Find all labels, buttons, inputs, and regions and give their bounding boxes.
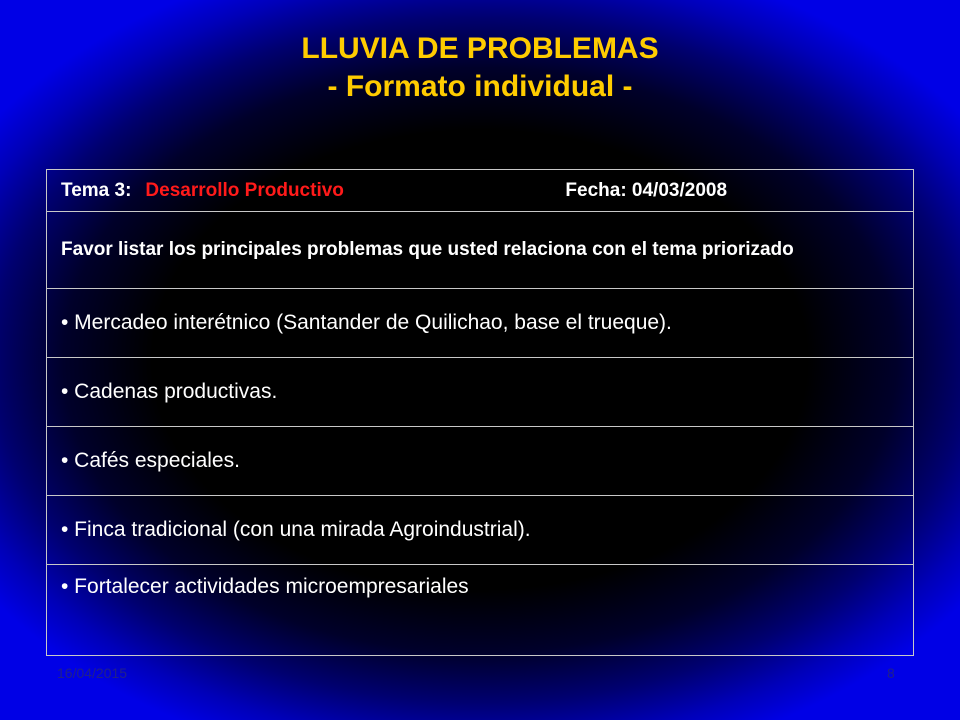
instruction-text: Favor listar los principales problemas que usted relaciona con el tema priorizado: [47, 212, 914, 289]
list-item: • Mercadeo interétnico (Santander de Quilichao, base el trueque).: [47, 289, 914, 358]
instruction-row: [47, 212, 914, 289]
table-row: [47, 358, 914, 427]
tema-value: Desarrollo Productivo: [145, 179, 344, 201]
title-line-2: - Formato individual -: [327, 70, 633, 103]
list-item: • Fortalecer actividades microempresariales: [47, 565, 914, 656]
table-row: [47, 565, 914, 656]
slide-title: [0, 30, 960, 106]
fecha-text: Fecha: 04/03/2008: [565, 179, 728, 201]
list-item: • Cadenas productivas.: [47, 358, 914, 427]
page-number: 8: [887, 665, 895, 681]
list-item: • Finca tradicional (con una mirada Agroindustrial).: [47, 496, 914, 565]
table-row: [47, 289, 914, 358]
table-row: [47, 427, 914, 496]
table-header-row: [47, 170, 914, 212]
list-item: • Cafés especiales.: [47, 427, 914, 496]
tema-label: Tema 3:: [61, 179, 132, 201]
problems-table: [46, 169, 914, 656]
header-cell: [47, 170, 914, 212]
table-row: [47, 496, 914, 565]
footer-date: 16/04/2015: [57, 665, 128, 681]
title-line-1: LLUVIA DE PROBLEMAS: [301, 32, 659, 65]
